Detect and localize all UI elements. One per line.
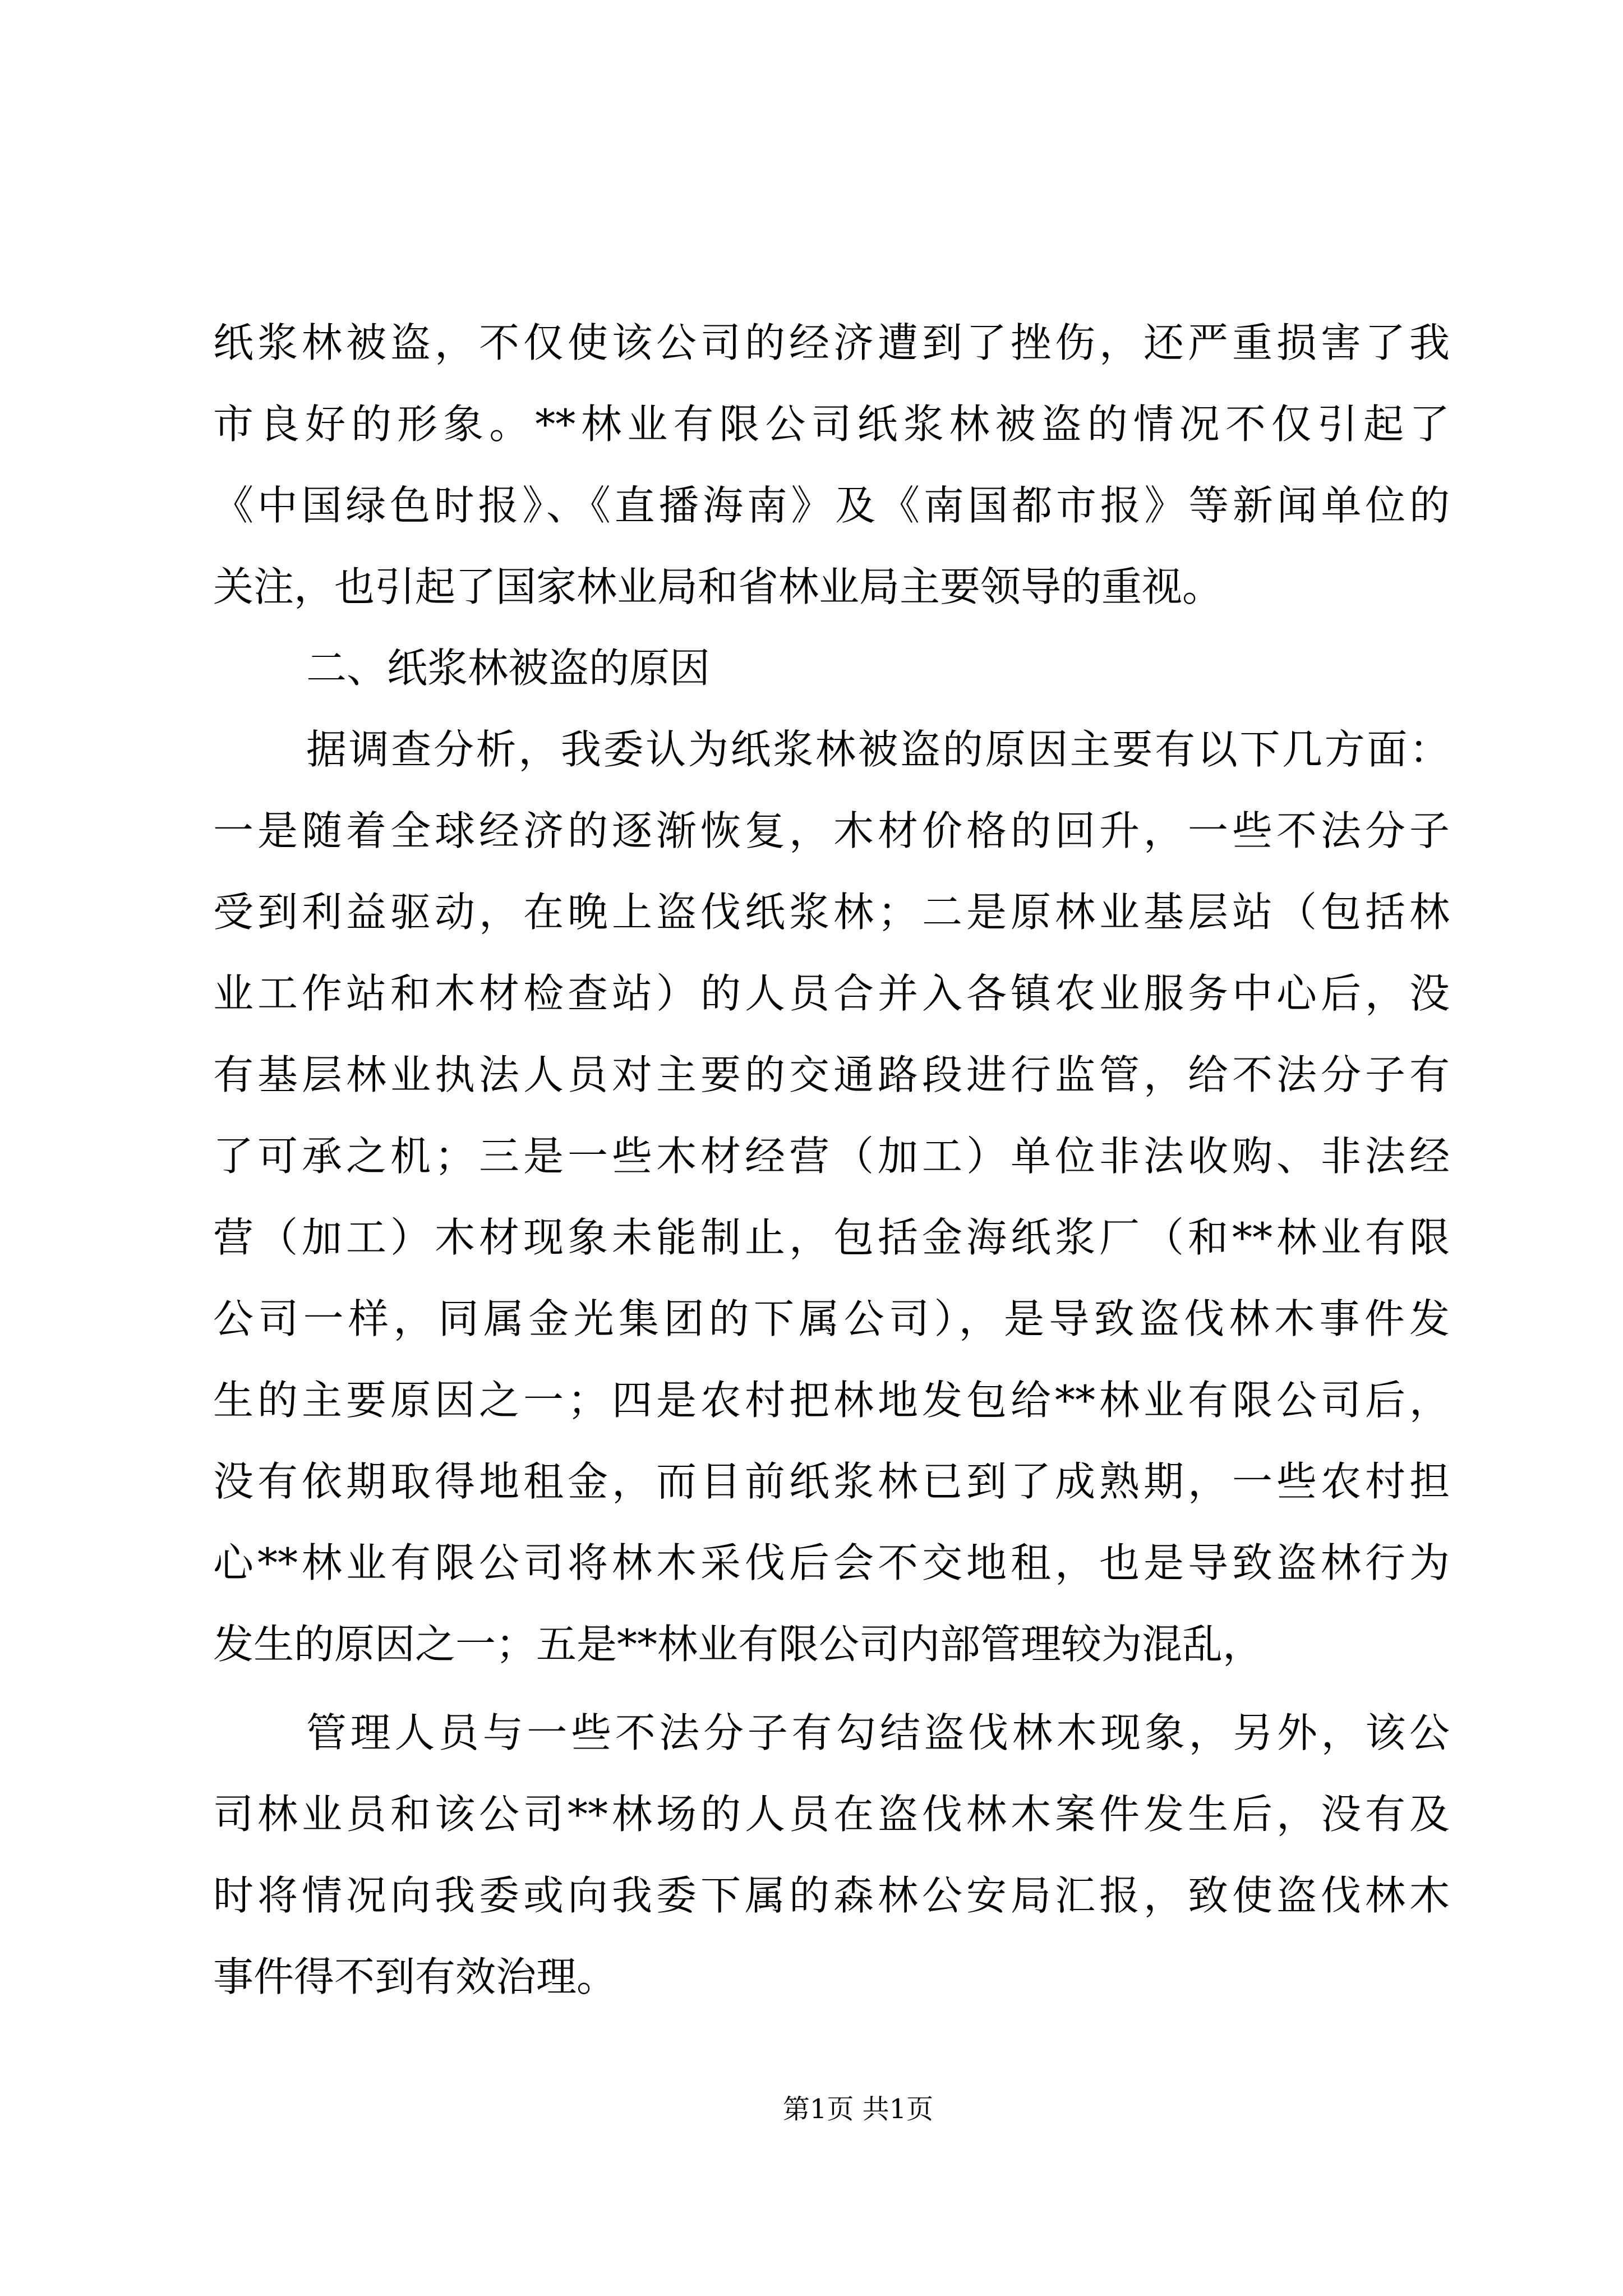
section-heading xyxy=(213,628,1450,709)
text-line: 营（加工）木材现象未能制止，包括金海纸浆厂（和**林业有限 xyxy=(213,1214,1450,1261)
document-body xyxy=(213,302,1450,2018)
text-line: 了可承之机；三是一些木材经营（加工）单位非法收购、非法经 xyxy=(213,1133,1450,1180)
text-line: 受到利益驱动，在晚上盗伐纸浆林；二是原林业基层站（包括林 xyxy=(213,889,1450,936)
text-line: 据调查分析，我委认为纸浆林被盗的原因主要有以下几方面： xyxy=(306,726,1450,773)
text-line: 时将情况向我委或向我委下属的森林公安局汇报，致使盗伐林木 xyxy=(213,1872,1450,1919)
text-line: 纸浆林被盗，不仅使该公司的经济遭到了挫伤，还严重损害了我 xyxy=(213,319,1450,366)
paragraph-management xyxy=(213,1692,1450,2018)
text-line: 有基层林业执法人员对主要的交通路段进行监管，给不法分子有 xyxy=(213,1051,1450,1098)
text-line: 《中国绿色时报》、《直播海南》及《南国都市报》等新闻单位的 xyxy=(213,482,1450,529)
text-line: 一是随着全球经济的逐渐恢复，木材价格的回升，一些不法分子 xyxy=(213,807,1450,854)
text-line: 心**林业有限公司将林木采伐后会不交地租，也是导致盗林行为 xyxy=(213,1539,1450,1586)
text-line: 公司一样，同属金光集团的下属公司），是导致盗伐林木事件发 xyxy=(213,1295,1450,1342)
text-line: 关注，也引起了国家林业局和省林业局主要领导的重视。 xyxy=(213,563,1223,610)
paragraph-continuation xyxy=(213,302,1450,628)
page-number-footer: 第1页 共1页 xyxy=(782,2093,934,2125)
heading-line: 二、纸浆林被盗的原因 xyxy=(306,645,711,692)
text-line: 业工作站和木材检查站）的人员合并入各镇农业服务中心后，没 xyxy=(213,970,1450,1017)
text-line: 生的主要原因之一；四是农村把林地发包给**林业有限公司后， xyxy=(213,1377,1450,1424)
paragraph-causes xyxy=(213,709,1450,1685)
text-line: 市良好的形象。**林业有限公司纸浆林被盗的情况不仅引起了 xyxy=(213,401,1450,448)
text-line: 管理人员与一些不法分子有勾结盗伐林木现象，另外，该公 xyxy=(306,1709,1450,1756)
text-line: 没有依期取得地租金，而目前纸浆林已到了成熟期，一些农村担 xyxy=(213,1458,1450,1505)
text-line: 发生的原因之一；五是**林业有限公司内部管理较为混乱， xyxy=(213,1621,1264,1668)
text-line: 事件得不到有效治理。 xyxy=(213,1953,617,2000)
text-line: 司林业员和该公司**林场的人员在盗伐林木案件发生后，没有及 xyxy=(213,1791,1450,1838)
